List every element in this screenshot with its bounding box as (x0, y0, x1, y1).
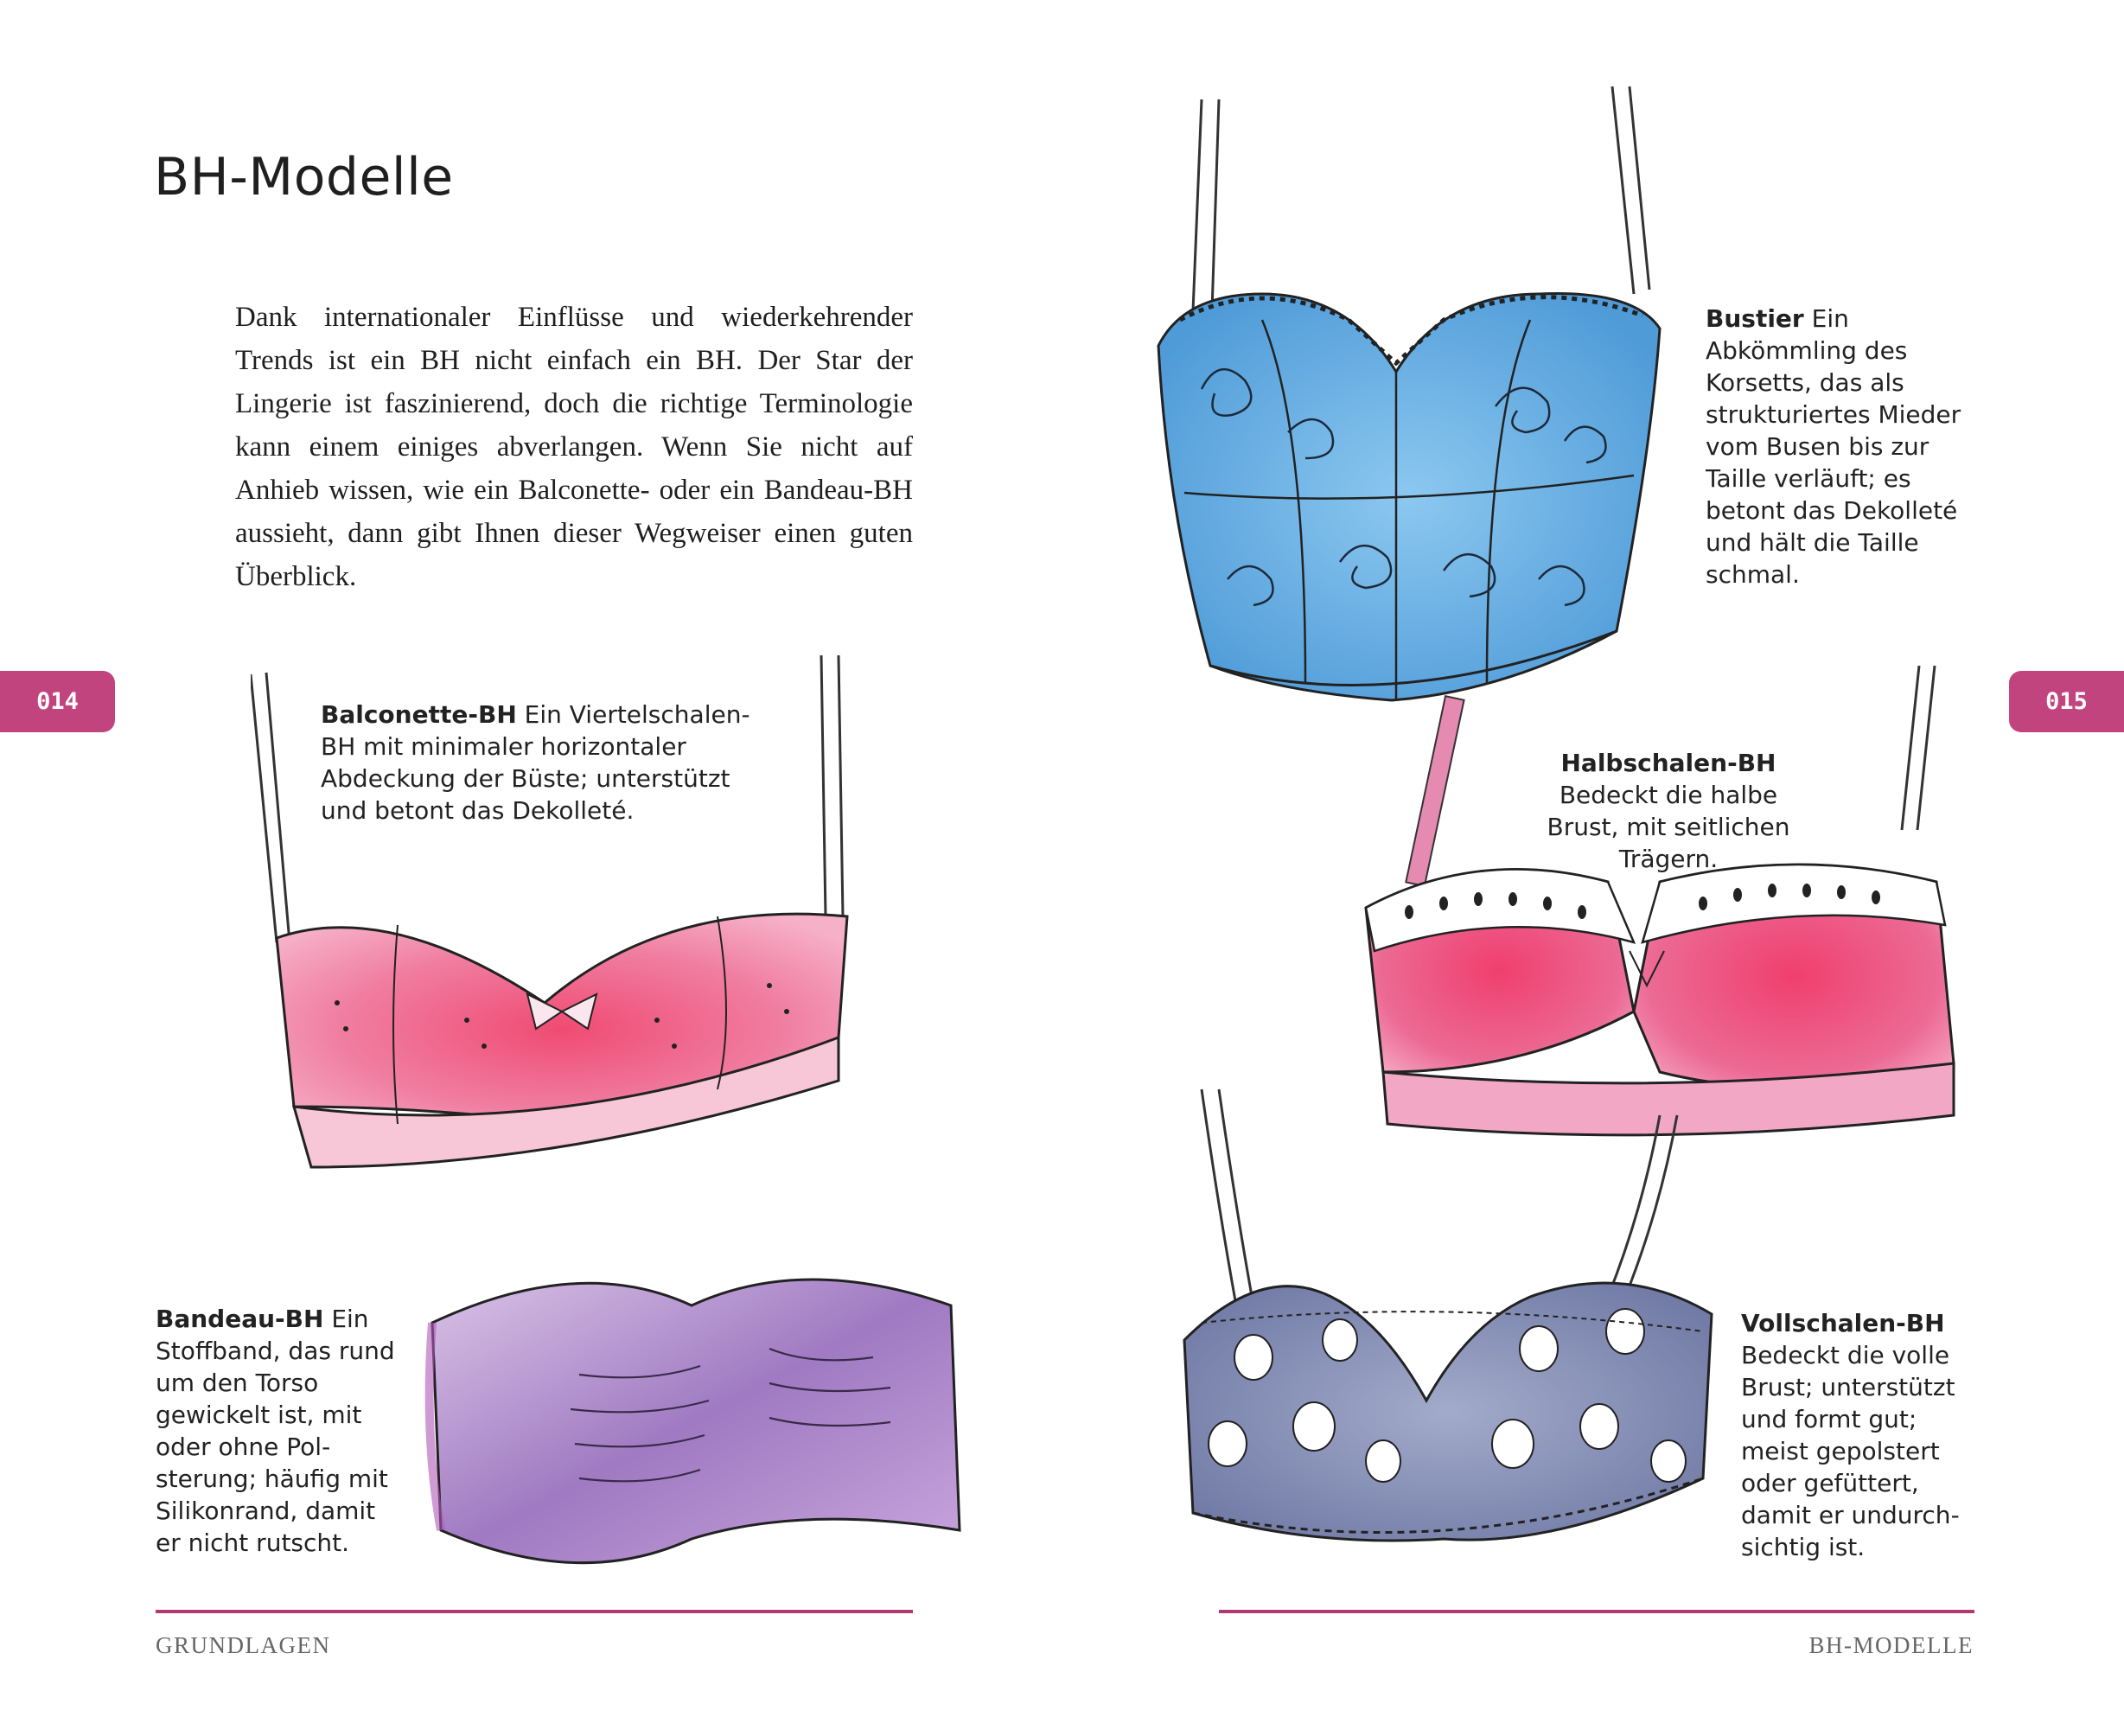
caption-halbschalen-term: Halbschalen-BH (1560, 749, 1776, 777)
caption-halbschalen (1521, 747, 1815, 875)
footer-section-left: GRUNDLAGEN (156, 1632, 331, 1658)
footer-rule-left (156, 1610, 913, 1613)
caption-bustier-text: Ein Abkömmling des Korsetts, das als strukturiertes Mieder vom Busen bis zur Taille verläuft; es betont das Dekolleté und hält die Taille schmal. (1706, 304, 1961, 589)
vollschalen-illustration (1158, 1081, 1729, 1565)
caption-vollschalen (1741, 1307, 1974, 1563)
caption-bandeau (156, 1303, 406, 1559)
caption-halbschalen-text: Bedeckt die halbe Brust, mit seitlichen Trägern. (1547, 781, 1790, 873)
page-title: BH-Modelle (154, 147, 454, 207)
bustier-illustration (1132, 61, 1668, 735)
caption-balconette (321, 699, 770, 827)
footer-section-right: BH-MODELLE (1808, 1632, 1974, 1658)
footer-rule-right (1219, 1610, 1974, 1613)
caption-bustier-term: Bustier (1706, 304, 1804, 333)
page-number-right: 015 (2009, 671, 2124, 732)
bandeau-illustration (406, 1245, 977, 1591)
caption-balconette-text: Ein Viertelschalen-BH mit minimaler horizontaler Abdeckung der Büste; unterstützt und betont das Dekolleté. (321, 700, 750, 825)
caption-vollschalen-term: Vollschalen-BH (1741, 1309, 1945, 1337)
page-number-left: 014 (0, 671, 115, 732)
caption-bandeau-text: Ein Stoffband, das rund um den Torso gewickelt ist, mit oder ohne Polsterung; häufig mit Silikonrand, damit er nicht rutscht. (156, 1305, 395, 1557)
caption-balconette-term: Balconette-BH (321, 700, 517, 729)
intro-paragraph: Dank internationaler Einflüsse und wiederkehrender Trends ist ein BH nicht einfach ein BH. Der Star der Lingerie ist faszinierend, doch die richtige Terminologie kann einem einiges abverlangen. Wenn Sie nicht auf Anhieb wissen, wie ein Balconette- oder ein Bandeau-BH aussieht, dann gibt Ihnen dieser Wegweiser einen guten Überblick. (235, 302, 913, 592)
caption-vollschalen-text: Bedeckt die volle Brust; unterstützt und formt gut; meist gepolstert oder gefüttert, damit er undurchsichtig ist. (1741, 1341, 1960, 1561)
caption-bustier (1706, 303, 1965, 590)
caption-bandeau-term: Bandeau-BH (156, 1305, 324, 1333)
